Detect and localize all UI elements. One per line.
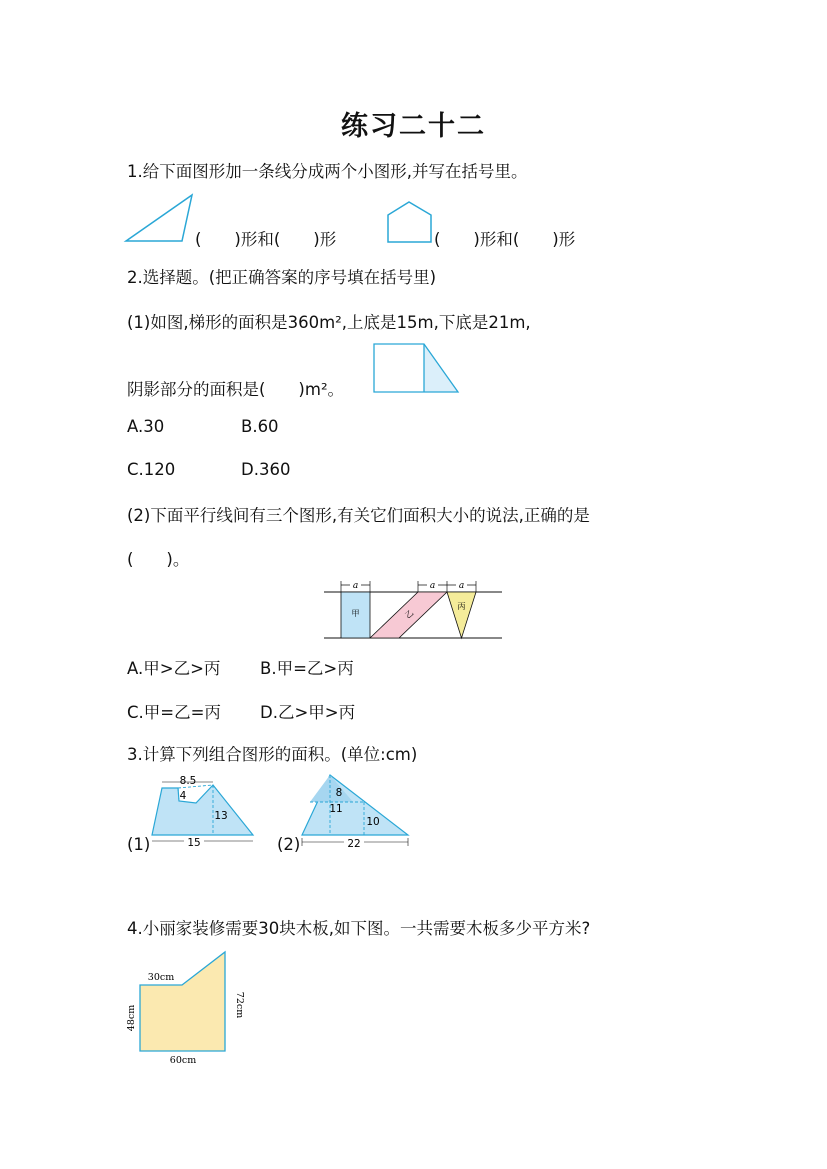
q1-pentagon-figure (386, 200, 434, 244)
q3-fig1-label: (1) (127, 835, 151, 854)
q3-figure-2 (300, 772, 412, 852)
q2-sub2-option-c[interactable]: C.甲=乙=丙 (127, 703, 221, 722)
q2-sub2-option-a[interactable]: A.甲>乙>丙 (127, 659, 221, 678)
q4-text: 4.小丽家装修需要30块木板,如下图。一共需要木板多少平方米? (127, 919, 591, 938)
fig2-label-tri: 8 (335, 787, 343, 799)
label-a-2: a (429, 581, 436, 591)
q2-sub1-option-c[interactable]: C.120 (127, 460, 176, 479)
q3-fig2-label: (2) (277, 835, 301, 854)
label-a-3: a (458, 581, 465, 591)
fig1-label-height: 13 (214, 810, 228, 822)
label-jia: 甲 (351, 609, 360, 618)
q2-sub1-option-a[interactable]: A.30 (127, 417, 165, 436)
q1-triangle-figure (124, 192, 194, 244)
q2-sub1-line1: (1)如图,梯形的面积是360m²,上底是15m,下底是21m, (127, 313, 531, 332)
q1-answer-blank-1[interactable]: ( )形和( )形 (195, 230, 337, 249)
fig2-label-left: 11 (329, 803, 343, 815)
board-label-left: 48cm (126, 1004, 137, 1032)
q2-sub2-line1: (2)下面平行线间有三个图形,有关它们面积大小的说法,正确的是 (127, 506, 590, 525)
shape-bing (447, 592, 476, 638)
q2-sub1-option-b[interactable]: B.60 (241, 417, 279, 436)
label-bing: 丙 (457, 602, 466, 611)
trapezoid-figure (373, 342, 461, 394)
triangle-shape (126, 195, 192, 241)
q1-text: 1.给下面图形加一条线分成两个小图形,并写在括号里。 (127, 162, 528, 181)
composite-shape-1 (152, 785, 253, 835)
q2-sub1-line2[interactable]: 阴影部分的面积是( )m²。 (127, 380, 345, 399)
page-title: 练习二十二 (341, 111, 486, 142)
dimension-markers (341, 581, 476, 592)
board-label-right: 72cm (234, 991, 245, 1019)
fig1-label-top: 8.5 (179, 775, 197, 787)
q4-board-figure (124, 950, 254, 1070)
parallel-lines-figure (324, 577, 504, 641)
q2-sub2-option-d[interactable]: D.乙>甲>丙 (260, 703, 356, 722)
q1-answer-blank-2[interactable]: ( )形和( )形 (434, 230, 576, 249)
composite-shape-2 (302, 775, 408, 835)
q2-text: 2.选择题。(把正确答案的序号填在括号里) (127, 268, 437, 287)
pentagon-shape (388, 202, 431, 242)
fig2-label-right: 10 (366, 816, 380, 828)
fig1-label-base: 15 (187, 837, 201, 849)
fig1-label-depth: 4 (179, 790, 187, 802)
q2-sub2-option-b[interactable]: B.甲=乙>丙 (260, 659, 354, 678)
q3-text: 3.计算下列组合图形的面积。(单位:cm) (127, 745, 418, 764)
label-a-1: a (352, 581, 359, 591)
q3-figure-1 (150, 773, 260, 853)
q2-sub1-option-d[interactable]: D.360 (241, 460, 291, 479)
board-label-bottom: 60cm (169, 1055, 197, 1066)
q2-sub2-line2[interactable]: ( )。 (127, 550, 190, 569)
board-label-top: 30cm (147, 972, 175, 983)
label-yi: 乙 (403, 608, 416, 621)
board-shape (140, 952, 225, 1051)
fig2-label-base: 22 (347, 838, 361, 850)
